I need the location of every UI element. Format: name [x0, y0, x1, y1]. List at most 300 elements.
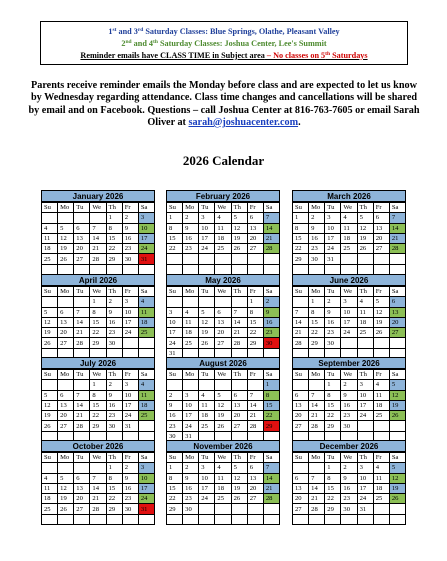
date-cell: 23	[341, 494, 357, 504]
date-cell: 22	[106, 494, 122, 504]
date-cell: 27	[389, 328, 405, 338]
date-cell: 26	[58, 504, 74, 514]
date-cell: 15	[106, 483, 122, 493]
date-cell: 30	[309, 254, 325, 264]
day-header: Fr	[373, 453, 389, 463]
week-row	[293, 390, 406, 400]
date-cell: 31	[138, 504, 154, 514]
week-row	[293, 307, 406, 317]
month-calendar	[166, 440, 280, 525]
empty-cell	[341, 514, 357, 524]
date-cell: 31	[138, 254, 154, 264]
date-cell: 28	[309, 421, 325, 431]
second-fourth-saturday-line	[41, 37, 407, 49]
day-header: Fr	[373, 203, 389, 213]
date-cell: 24	[122, 411, 138, 421]
day-header: We	[215, 287, 231, 297]
line1-locations: Saturday Classes: Blue Springs, Olathe, Pleasant Valley	[143, 27, 340, 36]
date-cell: 29	[247, 338, 263, 348]
date-cell: 1	[293, 213, 309, 223]
date-cell: 19	[389, 400, 405, 410]
week-row	[293, 411, 406, 421]
day-header: Tu	[74, 203, 90, 213]
empty-cell	[58, 380, 74, 390]
date-cell: 21	[309, 411, 325, 421]
date-cell: 14	[74, 317, 90, 327]
week-row	[42, 223, 155, 233]
week-row	[42, 328, 155, 338]
empty-cell	[58, 463, 74, 473]
date-cell: 18	[357, 317, 373, 327]
empty-cell	[199, 297, 215, 307]
date-cell: 30	[167, 431, 183, 441]
date-cell: 17	[122, 400, 138, 410]
date-cell: 22	[167, 244, 183, 254]
date-cell: 24	[167, 338, 183, 348]
date-cell: 26	[58, 254, 74, 264]
date-cell: 8	[293, 223, 309, 233]
date-cell: 24	[357, 411, 373, 421]
date-cell: 13	[389, 307, 405, 317]
date-cell: 5	[373, 297, 389, 307]
empty-cell	[247, 254, 263, 264]
date-cell: 30	[325, 338, 341, 348]
date-cell: 24	[357, 494, 373, 504]
day-header: Th	[357, 287, 373, 297]
date-cell: 24	[341, 328, 357, 338]
date-cell: 14	[309, 483, 325, 493]
week-row	[293, 463, 406, 473]
date-cell: 8	[167, 473, 183, 483]
date-cell: 25	[357, 328, 373, 338]
day-header: Su	[167, 287, 183, 297]
date-cell: 15	[247, 317, 263, 327]
date-cell: 7	[74, 390, 90, 400]
empty-cell	[389, 421, 405, 431]
date-cell: 30	[263, 338, 279, 348]
date-cell: 26	[42, 338, 58, 348]
empty-cell	[58, 213, 74, 223]
date-cell: 3	[122, 297, 138, 307]
date-cell: 7	[389, 213, 405, 223]
empty-cell	[231, 297, 247, 307]
date-cell: 28	[309, 504, 325, 514]
date-cell: 19	[199, 328, 215, 338]
date-cell: 17	[122, 317, 138, 327]
day-header: Tu	[74, 370, 90, 380]
month-title: October 2026	[41, 440, 155, 452]
date-cell: 4	[373, 380, 389, 390]
date-cell: 21	[90, 494, 106, 504]
date-cell: 26	[373, 328, 389, 338]
date-cell: 11	[42, 233, 58, 243]
empty-cell	[231, 514, 247, 524]
day-header: Th	[231, 287, 247, 297]
date-cell: 10	[122, 307, 138, 317]
date-cell: 21	[90, 244, 106, 254]
date-cell: 6	[373, 213, 389, 223]
date-cell: 11	[138, 390, 154, 400]
date-cell: 5	[42, 390, 58, 400]
empty-cell	[309, 463, 325, 473]
date-cell: 8	[106, 473, 122, 483]
date-cell: 13	[293, 483, 309, 493]
date-cell: 7	[309, 473, 325, 483]
date-cell: 26	[42, 421, 58, 431]
empty-cell	[389, 254, 405, 264]
day-header: Su	[42, 287, 58, 297]
week-row	[167, 494, 280, 504]
date-cell: 16	[122, 483, 138, 493]
empty-cell	[74, 297, 90, 307]
date-cell: 23	[341, 411, 357, 421]
empty-cell	[263, 514, 279, 524]
date-cell: 8	[106, 223, 122, 233]
date-cell: 4	[138, 297, 154, 307]
week-row	[293, 494, 406, 504]
no-classes-note	[265, 51, 368, 60]
date-cell: 3	[138, 213, 154, 223]
week-row	[167, 233, 280, 243]
date-cell: 19	[58, 494, 74, 504]
date-cell: 24	[325, 244, 341, 254]
date-cell: 25	[199, 421, 215, 431]
day-header: We	[90, 203, 106, 213]
date-cell: 3	[357, 463, 373, 473]
date-cell: 25	[373, 494, 389, 504]
date-cell: 13	[231, 400, 247, 410]
date-cell: 7	[247, 390, 263, 400]
date-cell: 3	[341, 297, 357, 307]
day-header: Tu	[74, 453, 90, 463]
date-cell: 29	[325, 421, 341, 431]
date-cell: 18	[215, 483, 231, 493]
date-cell: 20	[215, 328, 231, 338]
day-header: We	[341, 287, 357, 297]
date-cell: 3	[199, 213, 215, 223]
date-cell: 20	[74, 494, 90, 504]
day-header: Tu	[325, 203, 341, 213]
date-cell: 3	[183, 390, 199, 400]
week-row	[293, 504, 406, 514]
empty-cell	[138, 514, 154, 524]
date-cell: 19	[389, 483, 405, 493]
day-header: Th	[106, 287, 122, 297]
date-cell: 16	[325, 317, 341, 327]
date-cell: 27	[247, 244, 263, 254]
date-cell: 26	[231, 494, 247, 504]
day-header: Sa	[389, 453, 405, 463]
date-cell: 13	[247, 473, 263, 483]
date-cell: 4	[341, 213, 357, 223]
date-cell: 16	[106, 400, 122, 410]
date-cell: 17	[357, 483, 373, 493]
date-cell: 4	[42, 473, 58, 483]
date-cell: 27	[293, 421, 309, 431]
day-header: Mo	[58, 370, 74, 380]
date-cell: 18	[199, 411, 215, 421]
week-row	[293, 483, 406, 493]
date-cell: 18	[138, 317, 154, 327]
date-cell: 13	[58, 400, 74, 410]
empty-cell	[341, 338, 357, 348]
date-cell: 4	[199, 390, 215, 400]
date-cell: 12	[373, 307, 389, 317]
date-cell: 29	[90, 338, 106, 348]
date-cell: 7	[90, 473, 106, 483]
empty-cell	[247, 504, 263, 514]
day-header: Tu	[199, 203, 215, 213]
date-cell: 17	[138, 483, 154, 493]
date-cell: 30	[122, 504, 138, 514]
date-cell: 14	[90, 233, 106, 243]
attendance-notice	[28, 80, 420, 129]
day-header: Mo	[58, 453, 74, 463]
date-cell: 9	[309, 223, 325, 233]
date-cell: 26	[389, 411, 405, 421]
date-cell: 28	[293, 338, 309, 348]
date-cell: 29	[106, 254, 122, 264]
empty-cell	[247, 380, 263, 390]
date-cell: 24	[138, 244, 154, 254]
date-cell: 1	[90, 380, 106, 390]
day-header: Fr	[373, 370, 389, 380]
date-cell: 28	[389, 244, 405, 254]
month-calendar	[41, 190, 155, 275]
line1-sup-1: st	[112, 27, 117, 33]
week-row	[42, 307, 155, 317]
day-header: Mo	[58, 203, 74, 213]
empty-cell	[263, 504, 279, 514]
month-table	[292, 286, 406, 359]
empty-cell	[167, 514, 183, 524]
date-cell: 8	[90, 390, 106, 400]
empty-cell	[199, 514, 215, 524]
date-cell: 29	[263, 421, 279, 431]
date-cell: 25	[42, 504, 58, 514]
week-row	[42, 473, 155, 483]
date-cell: 4	[42, 223, 58, 233]
empty-cell	[215, 380, 231, 390]
date-cell: 6	[293, 390, 309, 400]
date-cell: 12	[389, 473, 405, 483]
week-row	[167, 254, 280, 264]
date-cell: 2	[122, 463, 138, 473]
day-header: Mo	[309, 287, 325, 297]
date-cell: 5	[389, 380, 405, 390]
day-header-row	[42, 370, 155, 380]
date-cell: 10	[325, 223, 341, 233]
week-row	[42, 514, 155, 524]
month-table	[41, 452, 155, 525]
week-row	[293, 213, 406, 223]
date-cell: 13	[58, 317, 74, 327]
month-table	[166, 452, 280, 525]
empty-cell	[293, 380, 309, 390]
empty-cell	[373, 421, 389, 431]
empty-cell	[183, 514, 199, 524]
day-header: Th	[357, 203, 373, 213]
week-row	[293, 400, 406, 410]
date-cell: 14	[231, 317, 247, 327]
no-classes-end: Saturdays	[330, 51, 368, 60]
month-calendar	[41, 440, 155, 525]
date-cell: 24	[122, 328, 138, 338]
date-cell: 2	[106, 380, 122, 390]
date-cell: 30	[106, 338, 122, 348]
date-cell: 8	[167, 223, 183, 233]
date-cell: 1	[106, 213, 122, 223]
date-cell: 27	[58, 421, 74, 431]
date-cell: 27	[74, 504, 90, 514]
month-title: January 2026	[41, 190, 155, 202]
date-cell: 2	[183, 213, 199, 223]
month-title: December 2026	[292, 440, 406, 452]
date-cell: 16	[309, 233, 325, 243]
date-cell: 7	[293, 307, 309, 317]
month-calendar	[292, 274, 406, 359]
day-header: Fr	[247, 453, 263, 463]
day-header-row	[167, 370, 280, 380]
day-header: Th	[357, 370, 373, 380]
date-cell: 2	[122, 213, 138, 223]
date-cell: 15	[325, 483, 341, 493]
day-header-row	[293, 203, 406, 213]
date-cell: 16	[341, 483, 357, 493]
date-cell: 16	[183, 233, 199, 243]
week-row	[42, 411, 155, 421]
date-cell: 24	[199, 494, 215, 504]
week-row	[42, 483, 155, 493]
empty-cell	[90, 463, 106, 473]
date-cell: 7	[263, 213, 279, 223]
day-header: Su	[293, 453, 309, 463]
month-table	[41, 286, 155, 359]
date-cell: 19	[58, 244, 74, 254]
week-row	[42, 338, 155, 348]
month-table	[166, 286, 280, 359]
date-cell: 9	[325, 307, 341, 317]
date-cell: 18	[215, 233, 231, 243]
date-cell: 9	[106, 390, 122, 400]
date-cell: 8	[325, 390, 341, 400]
date-cell: 22	[325, 411, 341, 421]
empty-cell	[215, 297, 231, 307]
month-calendar	[292, 190, 406, 275]
day-header: Sa	[138, 203, 154, 213]
date-cell: 14	[389, 223, 405, 233]
week-row	[167, 244, 280, 254]
date-cell: 9	[106, 307, 122, 317]
date-cell: 12	[42, 317, 58, 327]
date-cell: 15	[263, 400, 279, 410]
date-cell: 26	[215, 421, 231, 431]
date-cell: 15	[90, 400, 106, 410]
date-cell: 1	[263, 380, 279, 390]
date-cell: 6	[58, 307, 74, 317]
day-header: Tu	[199, 287, 215, 297]
empty-cell	[247, 514, 263, 524]
day-header: Tu	[199, 453, 215, 463]
day-header: Su	[167, 453, 183, 463]
empty-cell	[357, 254, 373, 264]
date-cell: 10	[199, 223, 215, 233]
date-cell: 27	[74, 254, 90, 264]
day-header: Fr	[122, 453, 138, 463]
date-cell: 21	[74, 328, 90, 338]
week-row	[167, 213, 280, 223]
date-cell: 23	[183, 494, 199, 504]
date-cell: 6	[231, 390, 247, 400]
day-header: Fr	[122, 203, 138, 213]
date-cell: 10	[167, 317, 183, 327]
week-row	[42, 254, 155, 264]
date-cell: 25	[215, 244, 231, 254]
empty-cell	[42, 380, 58, 390]
month-calendar	[41, 274, 155, 359]
day-header-row	[167, 203, 280, 213]
empty-cell	[138, 421, 154, 431]
date-cell: 23	[106, 411, 122, 421]
date-cell: 11	[357, 307, 373, 317]
line2-ordinal-4: and 4	[131, 39, 154, 48]
date-cell: 5	[58, 473, 74, 483]
day-header: Th	[106, 203, 122, 213]
no-classes-sup: th	[325, 51, 331, 57]
week-row	[167, 223, 280, 233]
date-cell: 30	[341, 421, 357, 431]
week-row	[293, 328, 406, 338]
day-header: We	[341, 370, 357, 380]
date-cell: 6	[58, 390, 74, 400]
line2-sup-2: th	[153, 39, 158, 45]
date-cell: 11	[341, 223, 357, 233]
week-row	[167, 380, 280, 390]
date-cell: 22	[293, 244, 309, 254]
day-header: Th	[357, 453, 373, 463]
week-row	[293, 380, 406, 390]
date-cell: 22	[90, 328, 106, 338]
week-row	[42, 421, 155, 431]
day-header: Th	[231, 453, 247, 463]
date-cell: 28	[90, 504, 106, 514]
day-header-row	[167, 287, 280, 297]
date-cell: 24	[183, 421, 199, 431]
empty-cell	[215, 514, 231, 524]
date-cell: 1	[325, 463, 341, 473]
date-cell: 31	[357, 504, 373, 514]
date-cell: 28	[74, 421, 90, 431]
date-cell: 14	[74, 400, 90, 410]
empty-cell	[167, 297, 183, 307]
email-link[interactable]: sarah@joshuacenter.com	[188, 116, 299, 128]
month-title: July 2026	[41, 357, 155, 369]
reminder-text: Reminder emails have CLASS TIME in Subject area	[80, 51, 265, 60]
line1-sup-2: rd	[137, 27, 144, 33]
calendar-grid	[41, 190, 406, 539]
empty-cell	[389, 514, 405, 524]
week-row	[42, 504, 155, 514]
month-table	[166, 369, 280, 442]
date-cell: 24	[199, 244, 215, 254]
date-cell: 23	[309, 244, 325, 254]
month-calendar	[41, 357, 155, 442]
date-cell: 18	[341, 233, 357, 243]
date-cell: 10	[357, 473, 373, 483]
date-cell: 9	[183, 223, 199, 233]
date-cell: 10	[357, 390, 373, 400]
date-cell: 14	[309, 400, 325, 410]
